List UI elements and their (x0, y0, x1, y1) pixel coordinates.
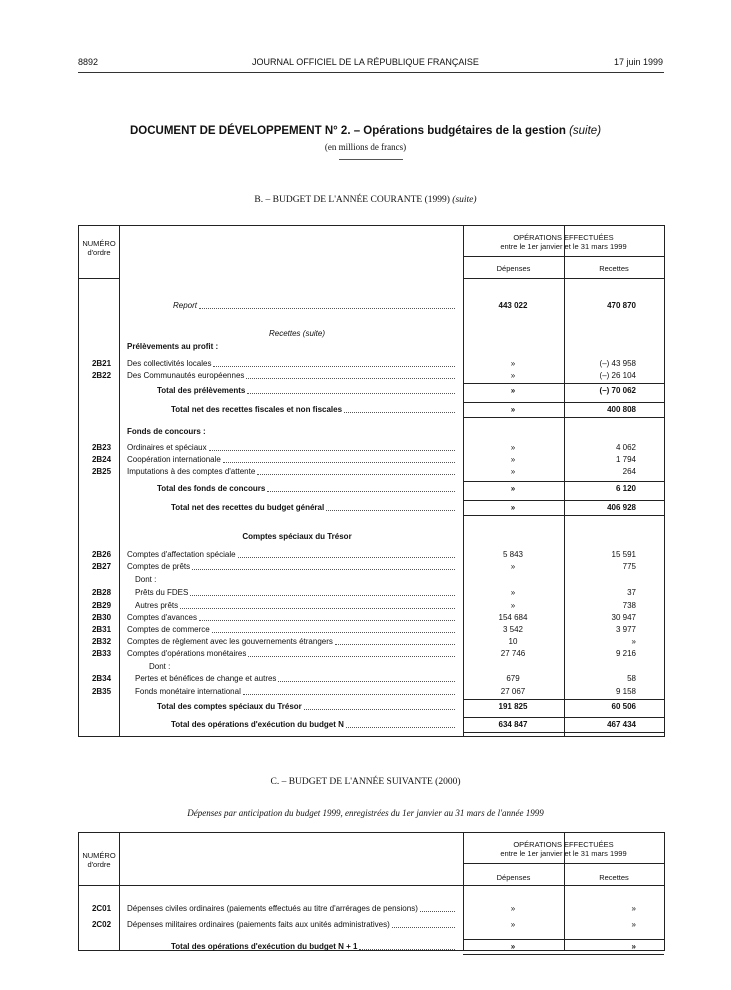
table-row (79, 454, 664, 466)
row-code: 2B26 (91, 550, 112, 559)
row-recettes: 30 947 (611, 613, 636, 622)
row-depenses: » (510, 601, 516, 610)
publication-date: 17 juin 1999 (613, 57, 663, 67)
row-depenses: 10 (508, 637, 518, 646)
table-row (79, 370, 664, 382)
page-number: 8892 (78, 57, 99, 67)
row-label: Dont : (149, 662, 171, 671)
section-b-table (78, 225, 665, 737)
row-recettes: 775 (622, 562, 636, 571)
row-label-cell (157, 385, 457, 397)
row-code: 2B21 (91, 359, 112, 368)
table-row (79, 341, 664, 353)
row-label-cell (135, 600, 457, 612)
col-ordre-text: d'ordre (87, 860, 111, 869)
row-label: Total des opérations d'exécution du budget N (171, 720, 344, 729)
row-code: 2B34 (91, 674, 112, 683)
row-label: Dépenses militaires ordinaires (paiements faits aux unités administratives) (127, 920, 390, 929)
row-depenses: » (510, 405, 516, 414)
dot-leader (335, 636, 455, 645)
row-recettes: (–) 26 104 (599, 371, 636, 380)
row-code: 2B23 (91, 443, 112, 452)
row-label: Ordinaires et spéciaux (127, 443, 207, 452)
row-label: Comptes de prêts (127, 562, 191, 571)
row-label-cell (135, 673, 457, 685)
section-b-title-suite: (suite) (452, 195, 477, 205)
row-depenses: » (510, 588, 516, 597)
sub-header-rule (463, 278, 664, 279)
row-label-cell (171, 719, 457, 731)
row-label-cell (157, 483, 457, 495)
dot-leader (212, 624, 455, 633)
dot-leader (199, 300, 455, 309)
table-row (79, 701, 664, 713)
row-label: Prélèvements au profit : (127, 342, 219, 351)
dot-leader (257, 466, 455, 475)
row-recettes: 3 977 (615, 625, 636, 634)
row-label: Total des prélèvements (157, 386, 246, 395)
total-rule (463, 699, 664, 700)
row-label-cell (171, 502, 457, 514)
row-label: Imputations à des comptes d'attente (127, 467, 256, 476)
row-label: Fonds de concours : (127, 427, 206, 436)
row-depenses: 27 746 (500, 649, 526, 658)
header-rule (78, 72, 664, 73)
row-code: 2C02 (91, 920, 112, 929)
dot-leader (199, 612, 455, 621)
dot-leader (209, 442, 455, 451)
row-depenses: 3 542 (502, 625, 524, 634)
document-title-main: DOCUMENT DE DÉVELOPPEMENT N° 2. – Opérations budgétaires de la gestion (129, 125, 570, 137)
row-recettes: » (631, 904, 636, 913)
ops-header-rule (463, 256, 664, 257)
row-label: Autres prêts (135, 601, 179, 610)
table-row (79, 600, 664, 612)
dot-leader (420, 903, 455, 912)
title-rule (339, 159, 403, 160)
col-recettes-header: Recettes (599, 873, 629, 882)
row-label: Comptes d'affectation spéciale (127, 550, 236, 559)
table-row (79, 531, 664, 543)
total-rule (463, 500, 664, 501)
row-label-cell (127, 903, 457, 915)
dot-leader (243, 686, 455, 695)
dot-leader (192, 561, 455, 570)
row-label: Total des fonds de concours (157, 484, 266, 493)
row-depenses: » (510, 942, 516, 951)
row-depenses: 154 684 (498, 613, 528, 622)
row-depenses: » (510, 920, 516, 929)
row-code: 2B30 (91, 613, 112, 622)
row-label-cell (135, 574, 457, 586)
row-depenses: » (510, 371, 516, 380)
row-label-cell (127, 454, 457, 466)
row-code: 2B27 (91, 562, 112, 571)
row-label: Recettes (suite) (268, 329, 326, 338)
table-row (79, 574, 664, 586)
total-rule (463, 732, 664, 733)
dot-leader (392, 919, 455, 928)
dot-leader (213, 358, 455, 367)
row-code: 2B33 (91, 649, 112, 658)
row-label: Coopération internationale (127, 455, 221, 464)
row-label: Dépenses civiles ordinaires (paiements effectués au titre d'arrérages de pensions) (127, 904, 418, 913)
table-row (79, 903, 664, 915)
row-label: Total des comptes spéciaux du Trésor (157, 702, 302, 711)
table-row (79, 358, 664, 370)
row-label-cell (171, 941, 457, 953)
dot-leader (267, 483, 455, 492)
row-label-cell (127, 341, 457, 353)
ops-header-rule (463, 863, 664, 864)
row-depenses: » (510, 503, 516, 512)
section-c-title: C. – BUDGET DE L'ANNÉE SUIVANTE (2000) (270, 777, 461, 787)
header-bottom-rule (79, 885, 664, 886)
table-row (79, 624, 664, 636)
dot-leader (247, 385, 455, 394)
table-row (79, 636, 664, 648)
col-numero-text: NUMÉRO (82, 239, 116, 248)
row-recettes: » (631, 942, 636, 951)
document-title (0, 125, 731, 137)
row-label: Report (173, 301, 198, 310)
dot-leader (180, 600, 455, 609)
row-label-cell (127, 612, 457, 624)
table-row (79, 426, 664, 438)
document-title-suite: (suite) (569, 125, 602, 137)
row-depenses: » (510, 467, 516, 476)
row-label-cell (173, 300, 457, 312)
row-code: 2B28 (91, 588, 112, 597)
row-recettes: (–) 43 958 (599, 359, 636, 368)
table-row (79, 686, 664, 698)
row-depenses: » (510, 484, 516, 493)
table-row (79, 328, 664, 340)
row-recettes: 58 (627, 674, 636, 683)
col-depenses-header: Dépenses (496, 264, 531, 273)
row-label: Dont : (135, 575, 157, 584)
row-label: Comptes de commerce (127, 625, 210, 634)
row-recettes: (–) 70 062 (599, 386, 636, 395)
table-row (79, 587, 664, 599)
dot-leader (304, 701, 455, 710)
col-depenses-header: Dépenses (496, 873, 531, 882)
section-c-note: Dépenses par anticipation du budget 1999, enregistrées du 1er janvier au 31 mars de l'année 1999 (187, 808, 544, 818)
num-header-rule (79, 278, 119, 279)
row-depenses: » (510, 359, 516, 368)
row-label: Total net des recettes du budget général (171, 503, 325, 512)
table-row (79, 483, 664, 495)
row-label-cell (135, 686, 457, 698)
row-label-cell (127, 549, 457, 561)
row-depenses: » (510, 562, 516, 571)
row-recettes: 6 120 (615, 484, 636, 493)
row-recettes: 37 (627, 588, 636, 597)
row-code: 2B29 (91, 601, 112, 610)
total-rule (463, 717, 664, 718)
row-recettes: 264 (622, 467, 636, 476)
row-label: Total net des recettes fiscales et non fiscales (171, 405, 343, 414)
row-label: Pertes et bénéfices de change et autres (135, 674, 277, 683)
table-row (79, 673, 664, 685)
row-recettes: » (631, 637, 636, 646)
section-b-title (0, 195, 731, 205)
row-depenses: 634 847 (498, 720, 528, 729)
col-numero-header (79, 851, 119, 869)
dot-leader (246, 370, 455, 379)
col-period-text: entre le 1er janvier et le 31 mars 1999 (500, 242, 627, 251)
row-label-cell (171, 404, 457, 416)
row-recettes: 467 434 (607, 720, 636, 729)
table-row (79, 941, 664, 953)
dot-leader (359, 941, 455, 950)
row-code: 2B35 (91, 687, 112, 696)
row-depenses: » (510, 455, 516, 464)
table-row (79, 502, 664, 514)
dot-leader (346, 719, 455, 728)
total-rule (463, 417, 664, 418)
total-rule (463, 939, 664, 940)
row-depenses: » (510, 386, 516, 395)
row-depenses: » (510, 443, 516, 452)
row-recettes: 400 808 (607, 405, 636, 414)
col-recettes-header: Recettes (599, 264, 629, 273)
table-row (79, 300, 664, 312)
row-label-cell (127, 370, 457, 382)
row-label-cell (127, 919, 457, 931)
row-label: Fonds monétaire international (135, 687, 241, 696)
row-label-cell (157, 701, 457, 713)
dot-leader (248, 648, 455, 657)
row-recettes: 1 794 (615, 455, 636, 464)
table-row (79, 549, 664, 561)
row-label-cell (127, 636, 457, 648)
section-b-title-main: B. – BUDGET DE L'ANNÉE COURANTE (1999) (254, 195, 453, 205)
table-row (79, 561, 664, 573)
col-ops-header (463, 233, 664, 251)
table-row (79, 404, 664, 416)
row-code: 2B24 (91, 455, 112, 464)
dot-leader (278, 673, 455, 682)
row-recettes: 15 591 (611, 550, 636, 559)
row-label: Comptes spéciaux du Trésor (242, 532, 352, 541)
row-depenses: 191 825 (498, 702, 528, 711)
col-ops-text: OPÉRATIONS EFFECTUÉES (513, 840, 614, 849)
col-numero-header (79, 239, 119, 257)
row-recettes: 738 (622, 601, 636, 610)
total-rule (463, 515, 664, 516)
row-depenses: 443 022 (498, 301, 528, 310)
row-label: Comptes de règlement avec les gouvernements étrangers (127, 637, 333, 646)
dot-leader (238, 549, 455, 558)
row-recettes: 4 062 (615, 443, 636, 452)
total-rule (463, 954, 664, 955)
journal-title: JOURNAL OFFICIEL DE LA RÉPUBLIQUE FRANÇAISE (252, 57, 479, 67)
row-depenses: » (510, 904, 516, 913)
row-recettes: 9 158 (615, 687, 636, 696)
row-label: Comptes d'avances (127, 613, 198, 622)
row-recettes: 60 506 (611, 702, 636, 711)
table-row (79, 442, 664, 454)
table-row (79, 466, 664, 478)
row-label-cell (149, 661, 457, 673)
row-label-cell (127, 624, 457, 636)
col-ordre-text: d'ordre (87, 248, 111, 257)
dot-leader (223, 454, 455, 463)
table-row (79, 919, 664, 931)
row-depenses: 5 843 (502, 550, 524, 559)
row-label-cell (127, 426, 457, 438)
col-ops-text: OPÉRATIONS EFFECTUÉES (513, 233, 614, 242)
col-numero-text: NUMÉRO (82, 851, 116, 860)
row-label-cell (127, 561, 457, 573)
row-code: 2B25 (91, 467, 112, 476)
row-label: Des collectivités locales (127, 359, 212, 368)
total-rule (463, 383, 664, 384)
document-subtitle: (en millions de francs) (324, 142, 407, 152)
row-label-cell (127, 466, 457, 478)
table-row (79, 648, 664, 660)
row-recettes: 470 870 (607, 301, 636, 310)
row-code: 2B32 (91, 637, 112, 646)
row-depenses: 679 (506, 674, 520, 683)
col-ops-header (463, 840, 664, 858)
row-label-cell (135, 587, 457, 599)
table-row (79, 661, 664, 673)
table-row (79, 385, 664, 397)
row-label-cell (127, 442, 457, 454)
total-rule (463, 481, 664, 482)
section-c-table (78, 832, 665, 951)
row-label: Total des opérations d'exécution du budget N + 1 (171, 942, 358, 951)
row-label: Comptes d'opérations monétaires (127, 649, 247, 658)
row-recettes: » (631, 920, 636, 929)
col-divider-code (119, 833, 120, 950)
row-label-cell (127, 648, 457, 660)
row-depenses: 27 067 (500, 687, 526, 696)
row-label-cell (127, 358, 457, 370)
row-label: Des Communautés européennes (127, 371, 245, 380)
dot-leader (326, 502, 455, 511)
table-row (79, 612, 664, 624)
row-recettes: 406 928 (607, 503, 636, 512)
row-code: 2B22 (91, 371, 112, 380)
dot-leader (190, 587, 455, 596)
table-row (79, 719, 664, 731)
row-code: 2C01 (91, 904, 112, 913)
row-code: 2B31 (91, 625, 112, 634)
row-label: Prêts du FDES (135, 588, 189, 597)
row-recettes: 9 216 (615, 649, 636, 658)
total-rule (463, 402, 664, 403)
col-period-text: entre le 1er janvier et le 31 mars 1999 (500, 849, 627, 858)
dot-leader (344, 404, 455, 413)
